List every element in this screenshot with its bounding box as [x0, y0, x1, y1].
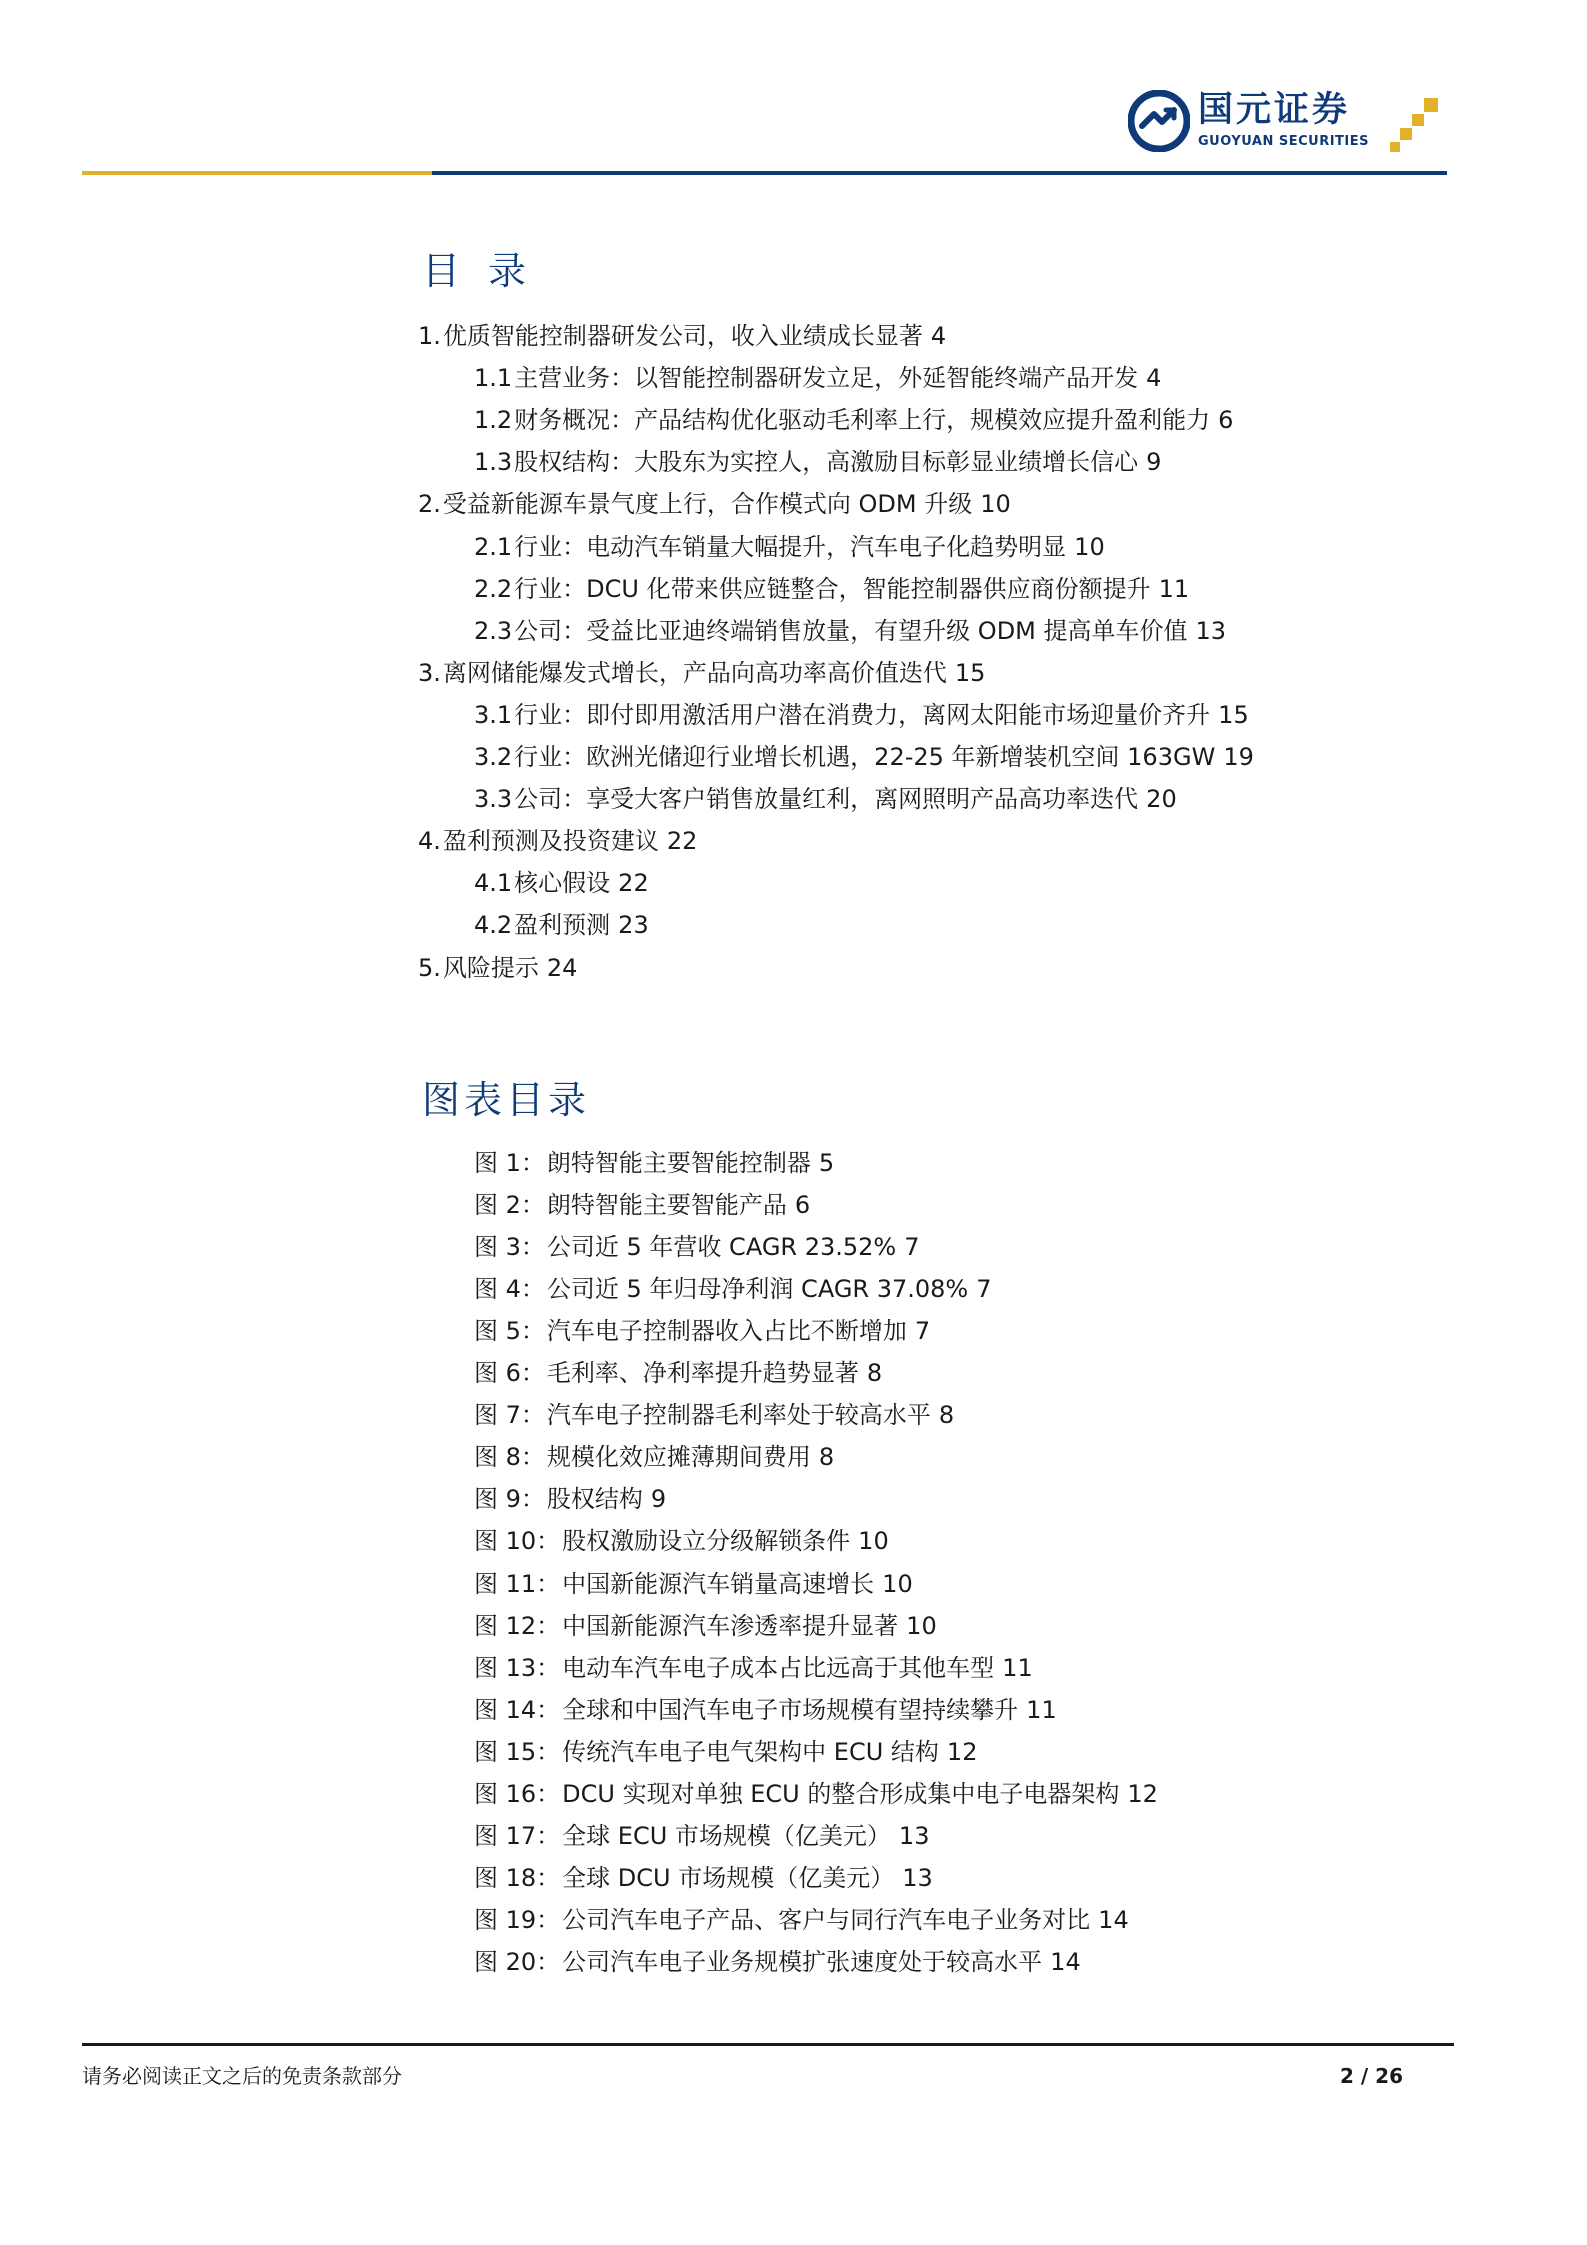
figures-entry-number: 图 3：	[474, 1233, 545, 1262]
toc-entry-title: 股权结构：大股东为实控人，高激励目标彰显业绩增长信心	[514, 448, 1139, 477]
figures-entry-number: 图 9：	[474, 1485, 545, 1514]
toc-entry-title: 财务概况：产品结构优化驱动毛利率上行，规模效应提升盈利能力	[514, 406, 1211, 435]
figures-entry-title: 朗特智能主要智能产品	[546, 1191, 787, 1220]
logo-english-name: GUOYUAN SECURITIES	[1198, 134, 1369, 149]
figures-entry-title: DCU 实现对单独 ECU 的整合形成集中电子电器架构	[562, 1779, 1120, 1808]
toc-entry-title: 主营业务：以智能控制器研发立足，外延智能终端产品开发	[514, 364, 1139, 393]
toc-entry-page: 6	[1218, 406, 1234, 435]
figures-entry-page: 14	[1050, 1947, 1081, 1976]
toc-entry-title: 核心假设	[514, 869, 611, 898]
toc-entry-number: 3.	[418, 658, 441, 687]
toc-entry-number: 4.	[418, 827, 441, 856]
toc-entry-page: 24	[546, 953, 578, 982]
toc-entry-number: 3.3	[474, 785, 513, 814]
figures-entry-number: 图 14：	[474, 1695, 561, 1724]
figures-entry-page: 8	[866, 1359, 883, 1388]
figures-entry-number: 图 13：	[474, 1653, 561, 1682]
toc-entry-page: 10	[1074, 532, 1105, 561]
figures-entry-page: 14	[1098, 1905, 1129, 1934]
figures-entry-number: 图 5：	[474, 1317, 545, 1346]
figures-entry-number: 图 15：	[474, 1737, 561, 1766]
footer-rule	[82, 2043, 1454, 2046]
toc-entry-page: 4	[1146, 364, 1162, 393]
toc-entry-page: 23	[618, 911, 649, 940]
figures-entry-page: 10	[906, 1611, 937, 1640]
toc-entry-page: 4	[930, 322, 947, 350]
toc-entry-page: 10	[980, 490, 1011, 519]
figures-entry-page: 10	[882, 1569, 913, 1598]
figures-entry-number: 图 16：	[474, 1779, 561, 1808]
figures-entry-number: 图 6：	[474, 1359, 545, 1388]
figures-entry-title: 汽车电子控制器收入占比不断增加	[546, 1317, 907, 1346]
toc-entry-title: 行业：欧洲光储迎行业增长机遇，22-25 年新增装机空间 163GW	[514, 743, 1216, 771]
page-indicator: 2 / 26	[1340, 2064, 1403, 2088]
figures-entry-title: 全球和中国汽车电子市场规模有望持续攀升	[562, 1695, 1019, 1724]
toc-entry-page: 20	[1146, 785, 1177, 814]
figures-entry-number: 图 11：	[474, 1569, 561, 1598]
footer-disclaimer: 请务必阅读正文之后的免责条款部分	[82, 2064, 402, 2088]
toc-entry-number: 2.2	[474, 574, 513, 603]
figures-entry-page: 7	[976, 1275, 992, 1304]
figures-entry-page: 12	[1127, 1779, 1158, 1808]
figures-entry-title: 股权激励设立分级解锁条件	[562, 1527, 851, 1556]
figures-entry-title: 公司近 5 年营收 CAGR 23.52%	[546, 1233, 897, 1262]
figures-entry-title: 公司近 5 年归母净利润 CAGR 37.08%	[546, 1275, 969, 1304]
figures-entry-number: 图 7：	[474, 1401, 545, 1430]
figures-title: 图表目录	[422, 1078, 591, 1122]
figures-entry-number: 图 18：	[474, 1863, 561, 1892]
figures-entry-page: 13	[902, 1863, 933, 1892]
toc-entry-page: 15	[954, 658, 986, 687]
toc-entry-number: 1.1	[474, 364, 513, 393]
toc-entry-page: 11	[1158, 574, 1190, 603]
logo-chinese-name: 国元证券	[1198, 90, 1351, 130]
toc-entry-page: 22	[618, 869, 649, 898]
figures-entry-page: 7	[904, 1233, 920, 1262]
figures-entry-page: 6	[794, 1191, 811, 1220]
figures-entry-number: 图 12：	[474, 1611, 561, 1640]
figures-entry-number: 图 4：	[474, 1275, 545, 1304]
figures-entry-number: 图 10：	[474, 1527, 561, 1556]
figures-entry-page: 9	[650, 1485, 667, 1514]
figures-entry-page: 5	[818, 1149, 835, 1177]
figures-entry-title: 汽车电子控制器毛利率处于较高水平	[546, 1401, 931, 1430]
toc-entry-number: 2.	[418, 490, 441, 519]
toc-entry-title: 盈利预测及投资建议	[442, 827, 659, 856]
figures-entry-title: 中国新能源汽车渗透率提升显著	[562, 1611, 899, 1640]
figures-entry-page: 8	[818, 1443, 835, 1472]
toc-entry-title: 行业：电动汽车销量大幅提升，汽车电子化趋势明显	[514, 532, 1067, 561]
toc-entry-title: 行业：即付即用激活用户潜在消费力，离网太阳能市场迎量价齐升	[514, 700, 1211, 729]
toc-entry-page: 15	[1218, 700, 1249, 729]
figures-entry-number: 图 17：	[474, 1821, 561, 1850]
figures-entry-title: 公司汽车电子业务规模扩张速度处于较高水平	[562, 1947, 1043, 1976]
toc-entry-title: 受益新能源车景气度上行，合作模式向 ODM 升级	[442, 490, 973, 519]
figures-entry-page: 11	[1002, 1653, 1033, 1682]
toc-entry-number: 2.3	[474, 616, 513, 645]
figures-entry-title: 规模化效应摊薄期间费用	[546, 1443, 811, 1472]
figures-entry-number: 图 20：	[474, 1947, 561, 1976]
toc-entry-page: 22	[666, 827, 698, 856]
figures-entry-number: 图 19：	[474, 1905, 561, 1934]
toc-entry-number: 1.3	[474, 448, 513, 477]
toc-entry-title: 风险提示	[442, 953, 539, 982]
toc-entry-number: 4.2	[474, 911, 513, 940]
toc-entry-number: 3.1	[474, 700, 513, 729]
figures-entry-title: 全球 DCU 市场规模（亿美元）	[562, 1863, 895, 1892]
figures-entry-number: 图 2：	[474, 1191, 545, 1220]
toc-entry-title: 行业：DCU 化带来供应链整合，智能控制器供应商份额提升	[514, 574, 1151, 603]
company-logo	[1128, 86, 1458, 156]
figures-entry-title: 公司汽车电子产品、客户与同行汽车电子业务对比	[562, 1905, 1091, 1934]
guoyuan-logo-icon	[1128, 90, 1190, 152]
figures-entry-number: 图 1：	[474, 1149, 545, 1177]
toc-entry-title: 离网储能爆发式增长，产品向高功率高价值迭代	[442, 658, 947, 687]
toc-entry-title: 优质智能控制器研发公司，收入业绩成长显著	[442, 322, 923, 350]
toc-entry-title: 公司：受益比亚迪终端销售放量，有望升级 ODM 提高单车价值	[514, 616, 1188, 645]
figures-entry-title: 股权结构	[546, 1485, 643, 1514]
figures-entry-title: 中国新能源汽车销量高速增长	[562, 1569, 875, 1598]
toc-entry-page: 9	[1146, 448, 1162, 477]
figures-entry-page: 10	[858, 1527, 889, 1556]
figures-entry-title: 传统汽车电子电气架构中 ECU 结构	[562, 1737, 939, 1766]
figures-entry-page: 8	[938, 1401, 955, 1430]
header-rule-blue	[432, 171, 1447, 175]
header-rule-gold	[82, 171, 432, 175]
figures-entry-page: 11	[1026, 1695, 1057, 1724]
figures-entry-title: 毛利率、净利率提升趋势显著	[546, 1359, 859, 1388]
toc-entry-number: 2.1	[474, 532, 513, 561]
figures-entry-title: 电动车汽车电子成本占比远高于其他车型	[562, 1653, 995, 1682]
toc-entry-page: 19	[1223, 743, 1254, 771]
toc-entry-page: 13	[1195, 616, 1227, 645]
toc-entry-number: 3.2	[474, 743, 513, 771]
toc-entry-number: 4.1	[474, 869, 513, 898]
toc-title: 目录	[422, 249, 555, 293]
gold-squares-icon	[1388, 92, 1450, 154]
toc-entry-title: 公司：享受大客户销售放量红利，离网照明产品高功率迭代	[514, 785, 1139, 814]
figures-entry-title: 全球 ECU 市场规模（亿美元）	[562, 1821, 891, 1850]
toc-entry-number: 1.	[418, 322, 441, 350]
figures-entry-page: 7	[914, 1317, 931, 1346]
figures-entry-page: 12	[946, 1737, 978, 1766]
figures-entry-title: 朗特智能主要智能控制器	[546, 1149, 811, 1177]
figures-entry-number: 图 8：	[474, 1443, 545, 1472]
toc-entry-title: 盈利预测	[514, 911, 611, 940]
toc-entry-number: 5.	[418, 953, 441, 982]
toc-entry-number: 1.2	[474, 406, 513, 435]
figures-entry-page: 13	[898, 1821, 930, 1850]
